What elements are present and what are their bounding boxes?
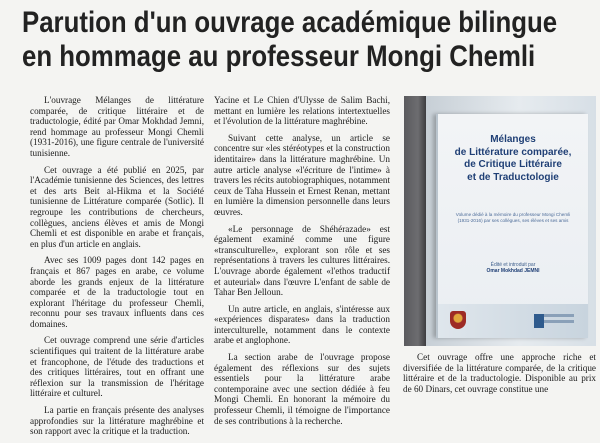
sotlic-logo-icon (534, 314, 574, 328)
paragraph: L'ouvrage Mélanges de littérature comparée, de critique littéraire et de traductologie, édité par Omar Mokhdad Jemni, rend hommage au professeur Mongi Chemli (1931-2016), une figure centrale de l'université tunisienne. (30, 95, 204, 158)
book-title-line: de Littérature comparée, (454, 146, 572, 158)
book-cover-photo (404, 96, 596, 346)
book-title-line: de Critique Littéraire (464, 159, 562, 170)
paragraph: Cet ouvrage comprend une série d'articles scientifiques qui traitent de la littérature arabe et francophone, de l'étude des traductions et des critiques littéraires, tout en offrant une réflexion sur la transmission de l'héritage littéraire et culturel. (30, 335, 204, 399)
paragraph: «Le personnage de Shéhérazade» est également examiné comme une figure «transculturelle», explorant son rôle et ses représentations à travers les cultures littéraires. L'ouvrage aborde également «l'ethos traductif et auteurial» dans l'œuvre L'enfant de sable de Tahar Ben Jelloun. (214, 223, 390, 298)
paragraph: Yacine et Le Chien d'Ulysse de Salim Bachi, mettant en lumière les relations intertextuelles et l'évolution de la littérature maghrébine. (214, 95, 390, 127)
paragraph: La section arabe de l'ouvrage propose également des réflexions sur des sujets essentiels pour la littérature arabe contemporaine avec une section dédiée à feu Mongi Chemli. En honorant la mémoire du professeur Chemli, il témoigne de l'importance de ses contributions à la recherche. (214, 352, 390, 426)
paragraph: Cet ouvrage a été publié en 2025, par l'Académie tunisienne des Sciences, des lettres et des arts Beit al-Hikma et la Société tunisienne de Littérature comparée (Sotlic). Il regroupe les contributions de chercheurs, collègues, anciens élèves et amis de Mongi Chemli et est disponible en arabe et français, en plus d'un article en anglais. (30, 164, 204, 249)
book-title-line: et de Traductologie (467, 171, 559, 183)
headline-line-2: en hommage au professeur Mongi Chemli (22, 40, 536, 73)
book-title (444, 134, 582, 184)
book-title-line: Mélanges (490, 134, 536, 145)
article-column-1 (30, 95, 204, 443)
article-headline (22, 6, 558, 74)
paragraph: Cet ouvrage offre une approche riche et diversifiée de la littérature comparée, de la critique littéraire et de la traductologie. Disponible au prix de 60 Dinars, cet ouvrage constitue une (403, 352, 596, 394)
book-editor-name: Omar Mokhdad JEMNI (486, 268, 540, 275)
article-column-2 (214, 95, 390, 432)
paragraph: Avec ses 1009 pages dont 142 pages en français et 867 pages en arabe, ce volume aborde les grands enjeux de la littérature comparée et de la traductologie tout en explorant l'héritage du professeur Chemli, reconnu pour ses travaux influents dans ces domaines. (30, 255, 204, 329)
book-subtitle: Volume dédié à la mémoire du professeur Mongi Chemli (1931-2016) par ses collègues, ses élèves et ses amis (455, 212, 571, 223)
paragraph: Suivant cette analyse, un article se concentre sur «les stéréotypes et la construction identitaire» dans la littérature maghrébine. Un autre article analyse «l'écriture de l'intime» à travers les récits autobiographiques, notamment ceux de Taha Hussein et Ernest Renan, mettant en lumière la dimension personnelle dans leurs œuvres. (214, 132, 390, 217)
book-cover (436, 114, 588, 338)
beit-al-hikma-logo-icon (450, 311, 466, 329)
book-editor (452, 262, 574, 274)
book-editor-label: Édité et introduit par (490, 262, 536, 268)
cover-bottom-band (438, 304, 588, 338)
headline-line-1: Parution d'un ouvrage académique bilingue (22, 6, 558, 39)
paragraph: Un autre article, en anglais, s'intéresse aux «expériences disparates» dans la traduction interculturelle, notamment dans le contexte arabe et anglophone. (214, 303, 390, 346)
article-column-3 (403, 352, 596, 400)
paragraph: La partie en français présente des analyses approfondies sur la littérature maghrébine et son rapport avec la critique et la traduction. (30, 405, 204, 437)
